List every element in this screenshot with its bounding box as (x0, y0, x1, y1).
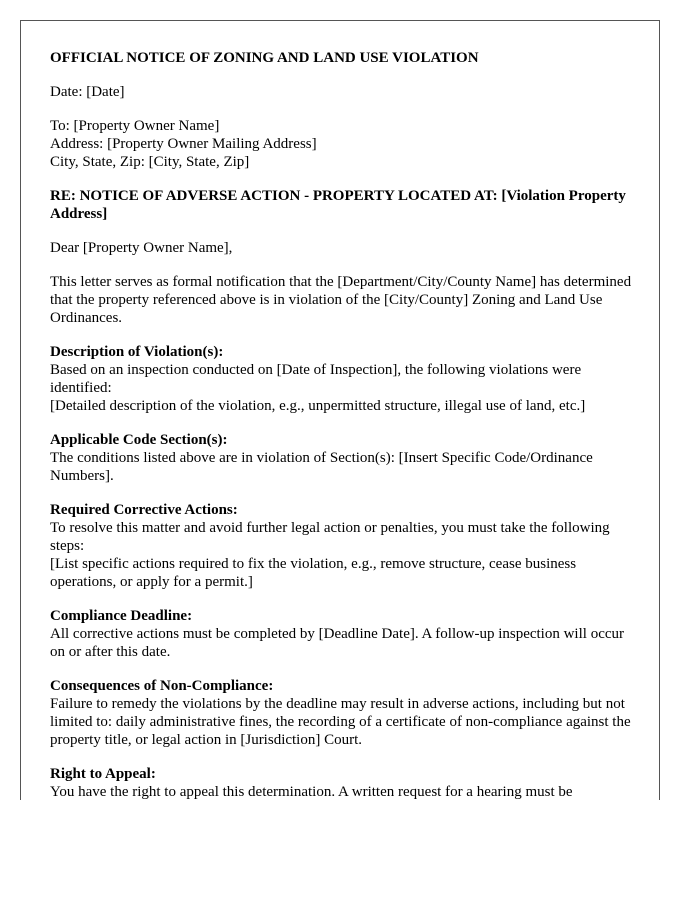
recipient-to: To: [Property Owner Name] (50, 118, 220, 134)
section-appeal (50, 765, 640, 800)
recipient-address: Address: [Property Owner Mailing Address] (50, 136, 317, 152)
section-body-consequences: Failure to remedy the violations by the deadline may result in adverse actions, including but not limited to: daily administrative fines, the recording of a certificate of non-compliance against the property title, or legal action in [Jurisdiction] Court. (50, 696, 631, 748)
section-body-appeal: You have the right to appeal this determination. A written request for a hearing must be (50, 784, 573, 800)
section-body-description: Based on an inspection conducted on [Date of Inspection], the following violations were identified: (50, 362, 582, 396)
letter-content (50, 49, 640, 800)
document-title: OFFICIAL NOTICE OF ZONING AND LAND USE VIOLATION (50, 50, 479, 66)
section-heading-description: Description of Violation(s): (50, 344, 224, 360)
section-corrective (50, 501, 640, 591)
section-description (50, 343, 640, 415)
section-heading-appeal: Right to Appeal: (50, 766, 156, 782)
section-heading-deadline: Compliance Deadline: (50, 608, 193, 624)
intro-paragraph: This letter serves as formal notification that the [Department/City/County Name] has determined that the property referenced above is in violation of the [City/County] Zoning and Land Use Ordinances. (50, 274, 632, 326)
recipient-block (50, 117, 640, 171)
section-body-deadline: All corrective actions must be completed by [Deadline Date]. A follow-up inspection will occur on or after this date. (50, 626, 624, 660)
section-detail-description: [Detailed description of the violation, e.g., unpermitted structure, illegal use of land, etc.] (50, 398, 586, 414)
recipient-city-state-zip: City, State, Zip: [City, State, Zip] (50, 154, 250, 170)
section-deadline (50, 607, 640, 661)
section-body-corrective: To resolve this matter and avoid further legal action or penalties, you must take the following steps: (50, 520, 610, 554)
section-heading-corrective: Required Corrective Actions: (50, 502, 238, 518)
section-detail-corrective: [List specific actions required to fix the violation, e.g., remove structure, cease business operations, or apply for a permit.] (50, 556, 577, 590)
letter-page (20, 20, 660, 800)
section-body-code: The conditions listed above are in violation of Section(s): [Insert Specific Code/Ordinance Numbers]. (50, 450, 593, 484)
re-line: RE: NOTICE OF ADVERSE ACTION - PROPERTY LOCATED AT: [Violation Property Address] (50, 188, 626, 222)
section-code (50, 431, 640, 485)
section-heading-code: Applicable Code Section(s): (50, 432, 228, 448)
section-heading-consequences: Consequences of Non-Compliance: (50, 678, 274, 694)
date-line: Date: [Date] (50, 84, 125, 100)
section-consequences (50, 677, 640, 749)
salutation: Dear [Property Owner Name], (50, 240, 233, 256)
